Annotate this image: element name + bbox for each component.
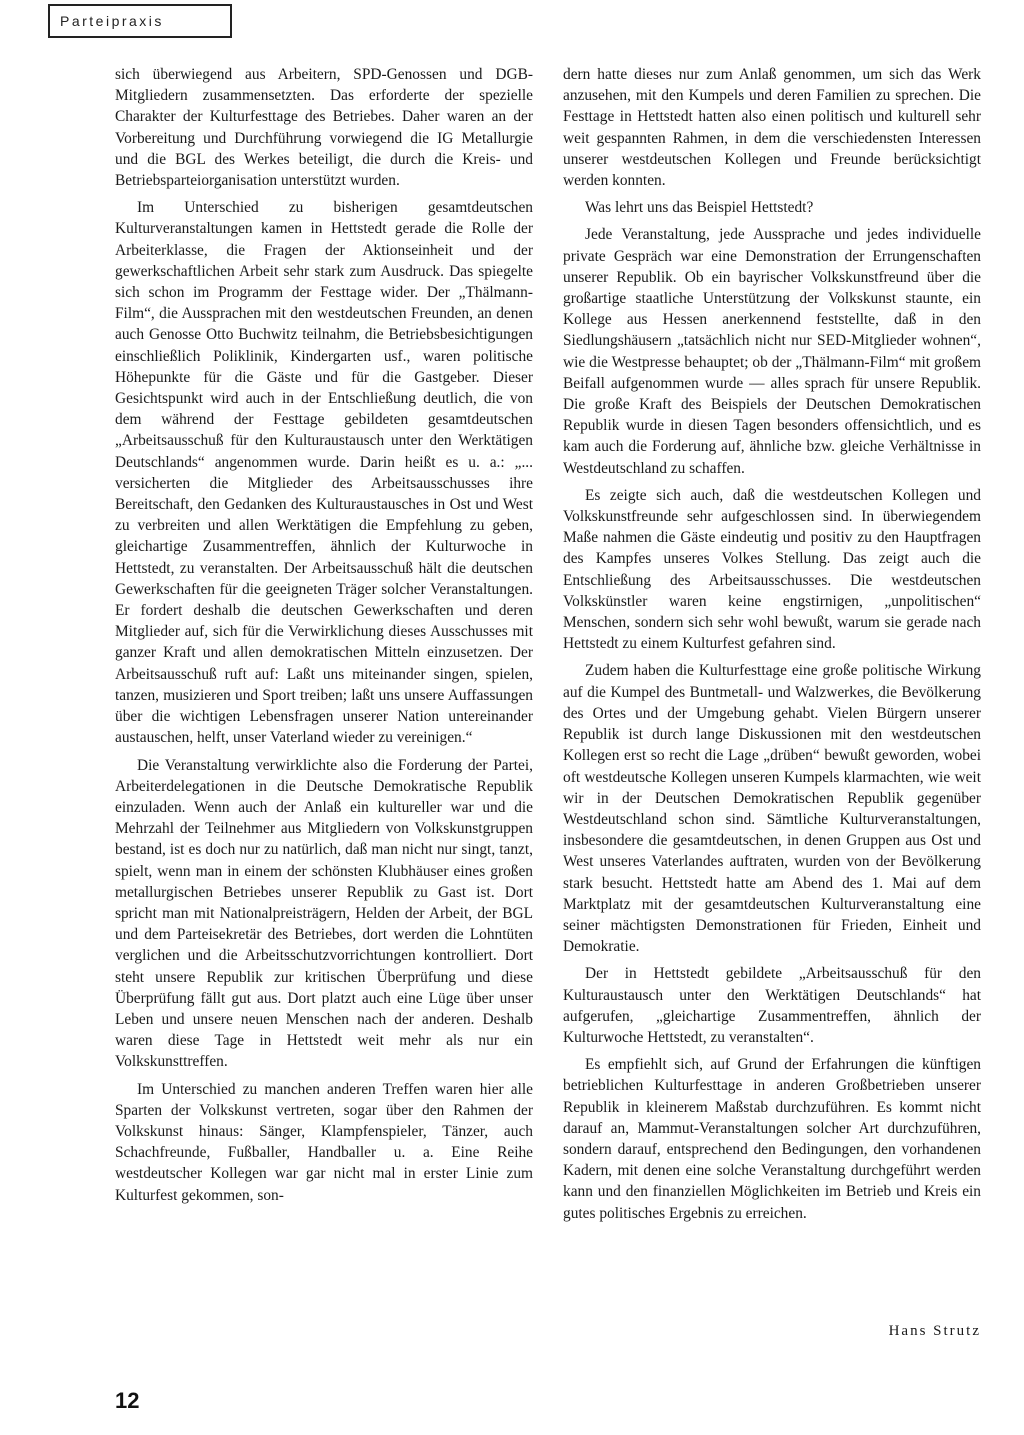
paragraph: Jede Veranstaltung, jede Aussprache und jedes individuelle private Gespräch war eine Demonstration der Errungenschaften unserer Republik. Ob ein bayrischer Volkskunstfreund über die großartige staatliche Unterstützung der Volkskunst staunte, ein Kollege aus Hessen anerkennend feststellte, daß in den Siedlungshäusern „tatsächlich nicht nur SED-Mitglieder wohnen“, wie die Westpresse behauptet; ob der „Thälmann-Film“ mit großem Beifall aufgenommen wurde — alles sprach für unsere Republik. Die große Kraft des Beispiels der Deutschen Demokratischen Republik wurde in diesen Tagen besonders offensichtlich, und es kam auch die Forderung auf, ähnliche bzw. gleiche Verhältnisse in Westdeutschland zu schaffen.	[563, 226, 981, 477]
paragraph: Im Unterschied zu bisherigen gesamtdeutschen Kulturveranstaltungen kamen in Hettstedt gerade die Rolle der Arbeiterklasse, die Fragen der Aktionseinheit und der gewerkschaftlichen Arbeit sehr stark zum Ausdruck. Das spiegelte sich schon im Programm der Festtage wider. Der „Thälmann-Film“, die Aussprachen mit den westdeutschen Freunden, an denen auch Genosse Otto Buchwitz teilnahm, die Betriebsbesichtigungen einschließlich Poliklinik, Kindergarten usf., waren politische Höhepunkte für die Gäste und für die Gastgeber. Dieser Gesichtspunkt wird auch in der Entschließung deutlich, die von dem während der Festtage gebildeten gesamtdeutschen „Arbeitsausschuß für den Kulturaustausch unter den Werktätigen Deutschlands“ angenommen wurde. Darin heißt es u. a.: „... versicherten die Mitglieder des Arbeitsausschusses ihre Bereitschaft, den Gedanken des Kulturaustausches in Ost und West zu verbreiten und allen Werktätigen die Empfehlung zu geben, gleichartige Zusammentreffen, ähnlich der Kulturwoche in Hettstedt, zu veranstalten. Der Arbeitsausschuß hält die deutschen Gewerkschaften für die geeigneten Träger solcher Veranstaltungen. Er fordert deshalb die deutschen Gewerkschaften und deren Mitglieder auf, sich für die Verwirklichung dieses Ausschusses mit ganzer Kraft und allen demokratischen Mitteln einzusetzen. Der Arbeitsausschuß ruft auf: Laßt uns miteinander singen, spielen, tanzen, musizieren und Sport treiben; laßt uns unsere Auffassungen über die wichtigen Lebensfragen unserer Nation untereinander austauschen, helft, unser Vaterland wieder zu vereinigen.“	[115, 199, 533, 747]
author-signature: Hans Strutz	[888, 1323, 981, 1339]
paragraph: Es empfiehlt sich, auf Grund der Erfahrungen die künftigen betrieblichen Kulturfesttage in anderen Großbetrieben unserer Republik in kleinerem Maßstab durchzuführen. Es kommt nicht darauf an, Mammut-Veranstaltungen solcher Art durchzuführen, sondern darauf, entsprechend den Bedingungen, den vorhandenen Kadern, mit denen eine solche Veranstaltung durchgeführt werden kann und den finanziellen Möglichkeiten im Betrieb und Kreis ein gutes politisches Ergebnis zu erreichen.	[563, 1056, 981, 1222]
paragraph: Im Unterschied zu manchen anderen Treffen waren hier alle Sparten der Volkskunst vertreten, sogar über den Rahmen der Volkskunst hinaus: Sänger, Klampfenspieler, Tänzer, auch Schachfreunde, Fußballer, Handballer u. a. Eine Reihe westdeutscher Kollegen war gar nicht mal in erster Linie zum Kulturfest gekommen, son-	[115, 1080, 533, 1204]
paragraph: dern hatte dieses nur zum Anlaß genommen, um sich das Werk anzusehen, mit den Kumpels und deren Familien zu sprechen. Die Festtage in Hettstedt hatten also einen politisch und kulturell sehr weit gespannten Rahmen, in dem die verschiedensten Interessen unserer westdeutschen Kollegen und Freunde berücksichtigt werden konnten.	[563, 66, 981, 190]
page-number: 12	[115, 1388, 140, 1413]
paragraph: Der in Hettstedt gebildete „Arbeitsausschuß für den Kulturaustausch unter den Werktätigen Deutschlands“ hat aufgerufen, „gleichartige Zusammentreffen, ähnlich der Kulturwoche Hettstedt, zu veranstalten“.	[563, 965, 981, 1046]
paragraph: Es zeigte sich auch, daß die westdeutschen Kollegen und Volkskunstfreunde sehr aufgeschlossen sind. In überwiegendem Maße nahmen die Gäste eindeutig und positiv zu den Hauptfragen des Kampfes unseres Volkes Stellung. Das zeigt auch die Entschließung des Arbeitsausschusses. Die westdeutschen Volkskünstler waren keine engstirnigen, „unpolitischen“ Menschen, sondern sich sehr wohl bewußt, warum sie gerade nach Hettstedt zu einem Kulturfest gefahren sind.	[563, 486, 981, 653]
right-column	[563, 64, 981, 1224]
subheading: Was lehrt uns das Beispiel Hettstedt?	[585, 199, 814, 217]
paragraph: sich überwiegend aus Arbeitern, SPD-Genossen und DGB-Mitgliedern zusammensetzten. Das erforderte der spezielle Charakter der Kulturfesttage des Betriebes. Daher waren an der Vorbereitung und Durchführung vorwiegend die IG Metallurgie und die BGL des Werkes beteiligt, die durch die Kreis- und Betriebsparteiorganisation unterstützt wurden.	[115, 66, 533, 190]
section-header: Parteipraxis	[48, 4, 232, 38]
paragraph: Die Veranstaltung verwirklichte also die Forderung der Partei, Arbeiterdelegationen in die Deutsche Demokratische Republik einzuladen. Wenn auch der Anlaß ein kultureller war und die Mehrzahl der Teilnehmer aus Mitgliedern von Volkskunstgruppen bestand, ist es doch nur zu natürlich, daß man nicht nur singt, tanzt, spielt, wenn man in einem der schönsten Klubhäuser eines großen metallurgischen Betriebes unserer Republik zu Gast ist. Dort spricht man mit Nationalpreisträgern, Helden der Arbeit, der BGL und dem Parteisekretär des Betriebes, dort werden die Lohntüten verglichen und die Arbeitsschutzvorrichtungen kontrolliert. Dort steht unsere Republik zur kritischen Überprüfung und diese Überprüfung fällt gut aus. Dort platzt auch eine Lüge über unser Leben und unsere neuen Menschen nach der anderen. Deshalb waren diese Tage in Hettstedt weit mehr als nur ein Volkskunsttreffen.	[115, 756, 533, 1071]
left-column	[115, 64, 533, 1206]
paragraph: Zudem haben die Kulturfesttage eine große politische Wirkung auf die Kumpel des Buntmetall- und Walzwerkes, die Bevölkerung des Ortes und der Umgebung gehabt. Vielen Bürgern unserer Republik ist durch lange Diskussionen mit den westdeutschen Kollegen erst so recht die Lage „drüben“ bewußt geworden, wobei oft westdeutsche Kollegen unseren Kumpels klarmachten, wie weit wir in der Deutschen Demokratischen Republik gegenüber Westdeutschland schon sind. Sämtliche Kulturveranstaltungen, insbesondere die gesamtdeutschen, in denen Gruppen aus Ost und West unseres Vaterlandes auftraten, wurden von der Bevölkerung stark besucht. Hettstedt hatte am Abend des 1. Mai auf dem Marktplatz mit der gesamtdeutschen Kulturveranstaltung eine seiner mächtigsten Demonstrationen für Frieden, Einheit und Demokratie.	[563, 662, 981, 956]
